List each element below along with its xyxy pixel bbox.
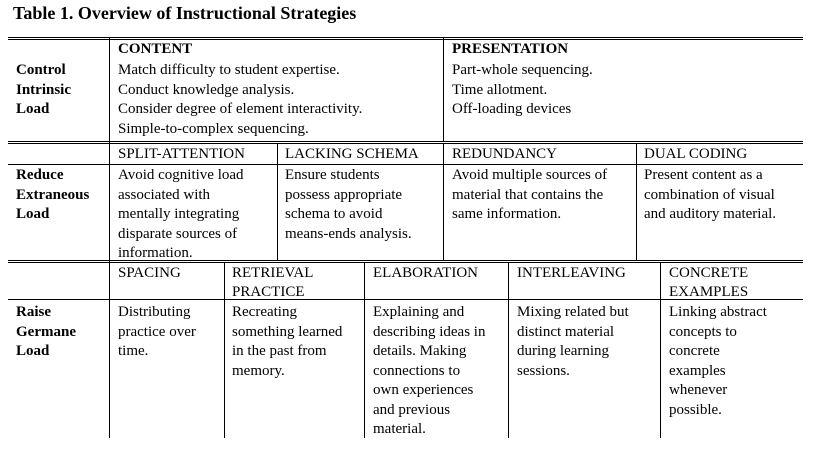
cell-lacking-schema: Ensure students possess appropriate schema to avoid means-ends analysis. xyxy=(285,167,412,242)
column-divider xyxy=(636,143,637,261)
row-label-reduce-extraneous-load: Reduce Extraneous Load xyxy=(16,167,90,222)
column-divider xyxy=(109,38,110,438)
column-header-split-attention: SPLIT-ATTENTION xyxy=(118,146,245,162)
header-underline-rule xyxy=(8,164,803,165)
cell-concrete-examples: Linking abstract concepts to concrete examples whenever possible. xyxy=(669,304,767,418)
cell-content: Match difficulty to student expertise. Conduct knowledge analysis. Consider degree of element interactivity. Simple-to-complex sequencing. xyxy=(118,62,363,137)
cell-elaboration: Explaining and describing ideas in details. Making connections to own experiences and previous material. xyxy=(373,304,486,437)
column-divider xyxy=(224,262,225,438)
column-header-retrieval-practice: RETRIEVAL PRACTICE xyxy=(232,265,314,300)
column-header-redundancy: REDUNDANCY xyxy=(452,146,557,162)
column-header-elaboration: ELABORATION xyxy=(373,265,478,281)
table-title: Table 1. Overview of Instructional Strategies xyxy=(13,3,357,23)
column-header-spacing: SPACING xyxy=(118,265,181,281)
column-divider xyxy=(660,262,661,438)
row-label-raise-germane-load: Raise Germane Load xyxy=(16,304,76,359)
column-header-presentation: PRESENTATION xyxy=(452,41,569,57)
column-header-concrete-examples: CONCRETE EXAMPLES xyxy=(669,265,749,300)
column-divider xyxy=(508,262,509,438)
column-divider xyxy=(364,262,365,438)
cell-spacing: Distributing practice over time. xyxy=(118,304,196,359)
column-header-dual-coding: DUAL CODING xyxy=(644,146,748,162)
cell-retrieval-practice: Recreating something learned in the past from memory. xyxy=(232,304,343,379)
column-header-content: CONTENT xyxy=(118,41,193,57)
column-divider xyxy=(443,38,444,142)
row-label-control-intrinsic-load: Control Intrinsic Load xyxy=(16,62,72,117)
cell-split-attention: Avoid cognitive load associated with mentally integrating disparate sources of information. xyxy=(118,167,244,261)
cell-dual-coding: Present content as a combination of visual and auditory material. xyxy=(644,167,777,222)
column-header-interleaving: INTERLEAVING xyxy=(517,265,626,281)
column-divider xyxy=(443,143,444,261)
cell-redundancy: Avoid multiple sources of material that contains the same information. xyxy=(452,167,608,222)
cell-presentation: Part-whole sequencing. Time allotment. Off-loading devices xyxy=(452,62,593,117)
column-header-lacking-schema: LACKING SCHEMA xyxy=(285,146,419,162)
cell-interleaving: Mixing related but distinct material during learning sessions. xyxy=(517,304,629,379)
column-divider xyxy=(277,143,278,261)
section-divider-rule xyxy=(8,141,803,144)
